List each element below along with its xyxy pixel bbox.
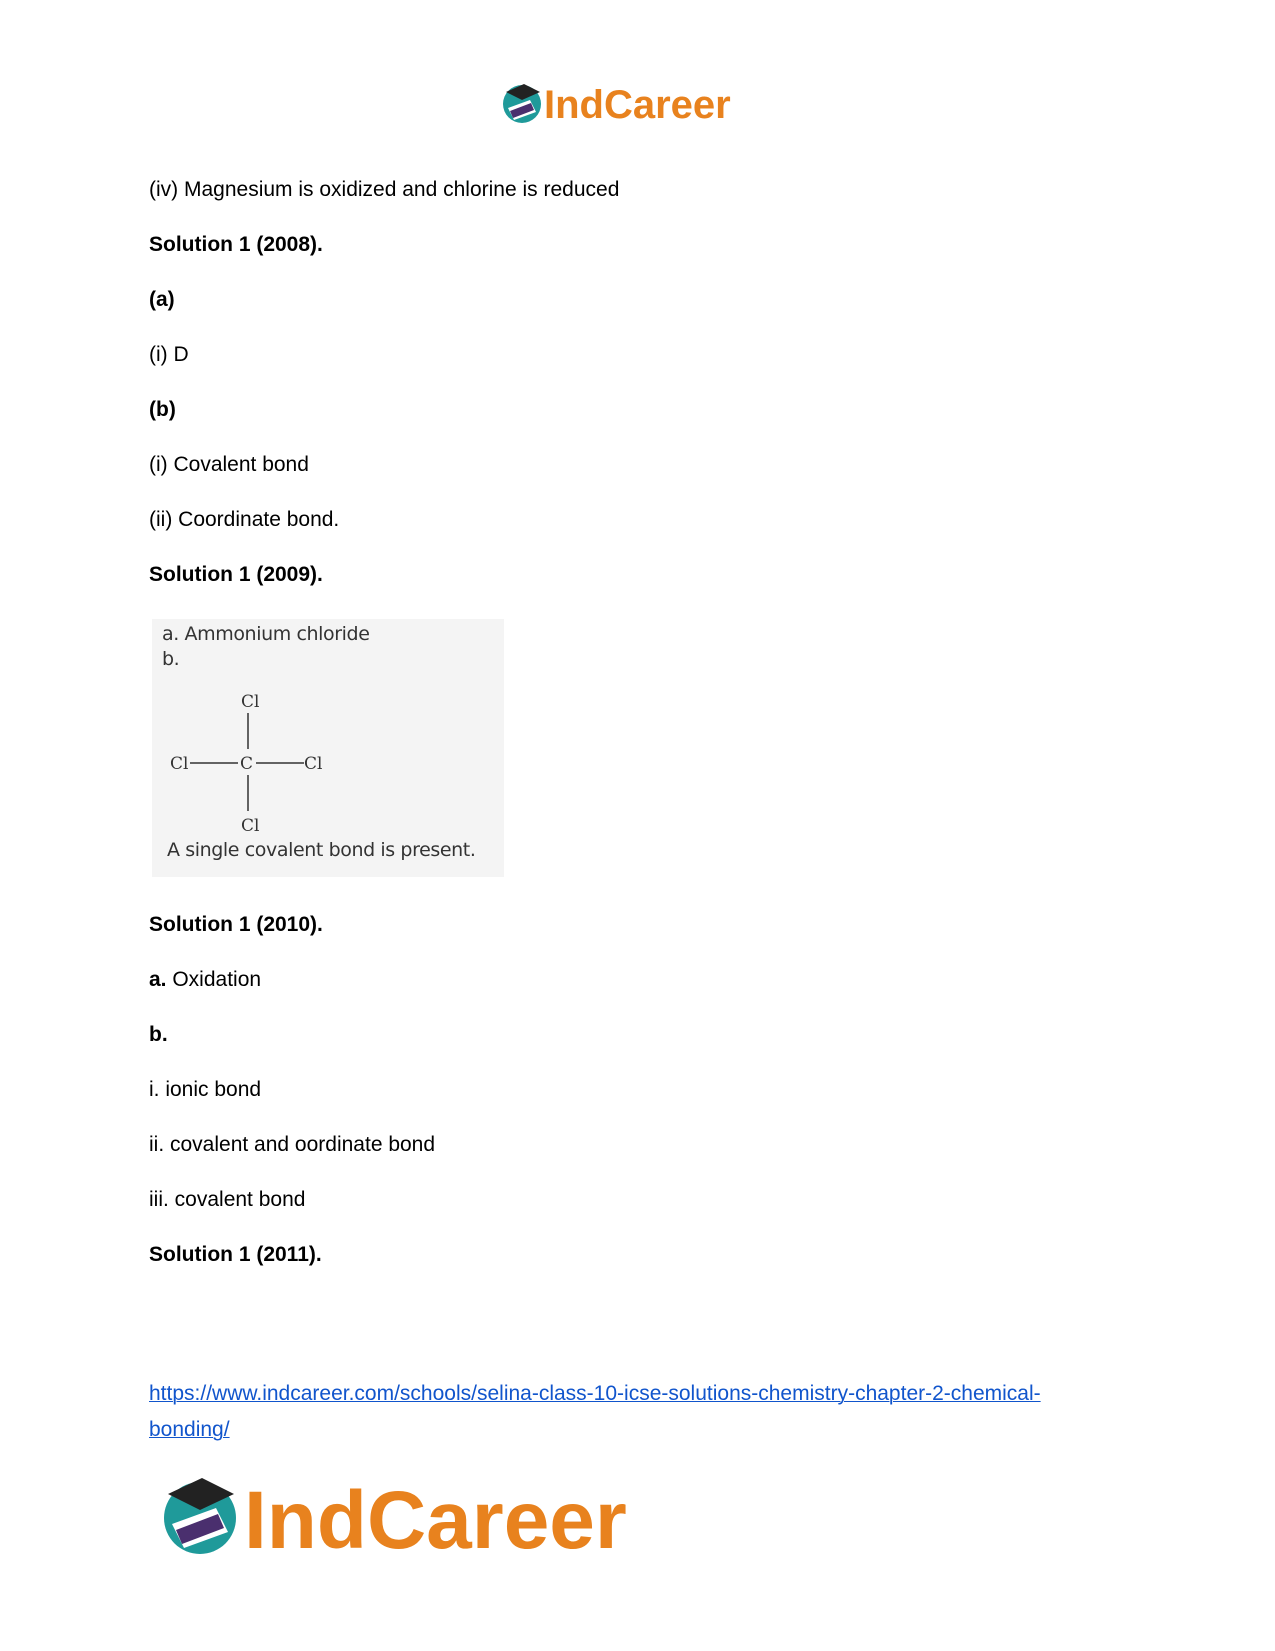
figure-line-a: a. Ammonium chloride bbox=[162, 623, 370, 645]
part-a-answer-i: (i) D bbox=[149, 343, 189, 366]
answer-b-label: b. bbox=[149, 1023, 168, 1046]
figure-caption: A single covalent bond is present. bbox=[167, 839, 476, 861]
part-b-label: (b) bbox=[149, 398, 176, 421]
logo-text: IndCareer bbox=[244, 1475, 627, 1564]
atom-right: Cl bbox=[304, 754, 323, 774]
indcareer-logo bbox=[500, 78, 780, 130]
part-b-answer-ii: (ii) Coordinate bond. bbox=[149, 508, 340, 531]
source-link-line-1[interactable]: https://www.indcareer.com/schools/selina-class-10-icse-solutions-chemistry-chapter-2-chemical- bbox=[149, 1382, 1041, 1405]
atom-top: Cl bbox=[241, 692, 260, 712]
answer-b-ii: ii. covalent and oordinate bond bbox=[149, 1133, 436, 1156]
solution-heading-2011: Solution 1 (2011). bbox=[149, 1243, 322, 1266]
logo-text: IndCareer bbox=[544, 83, 731, 127]
atom-bottom: Cl bbox=[241, 816, 260, 836]
source-link[interactable] bbox=[149, 1376, 1149, 1448]
solution-heading-2010: Solution 1 (2010). bbox=[149, 913, 323, 936]
atom-left: Cl bbox=[170, 754, 189, 774]
part-b-answer-i: (i) Covalent bond bbox=[149, 453, 309, 476]
indcareer-logo-large bbox=[160, 1468, 700, 1564]
figure-line-b: b. bbox=[162, 648, 180, 670]
question-option-iv: (iv) Magnesium is oxidized and chlorine is reduced bbox=[149, 178, 620, 201]
answer-b-i: i. ionic bond bbox=[149, 1078, 262, 1101]
answer-a-oxidation bbox=[149, 967, 261, 993]
atom-center: C bbox=[240, 754, 254, 774]
solution-heading-2008: Solution 1 (2008). bbox=[149, 233, 323, 256]
answer-b-iii: iii. covalent bond bbox=[149, 1188, 306, 1211]
answer-a-label: a. bbox=[149, 968, 167, 991]
answer-a-text: Oxidation bbox=[166, 968, 262, 991]
solution-heading-2009: Solution 1 (2009). bbox=[149, 563, 323, 586]
source-link-line-2[interactable]: bonding/ bbox=[149, 1418, 230, 1441]
answer-figure-image bbox=[152, 619, 504, 877]
part-a-label: (a) bbox=[149, 288, 175, 311]
